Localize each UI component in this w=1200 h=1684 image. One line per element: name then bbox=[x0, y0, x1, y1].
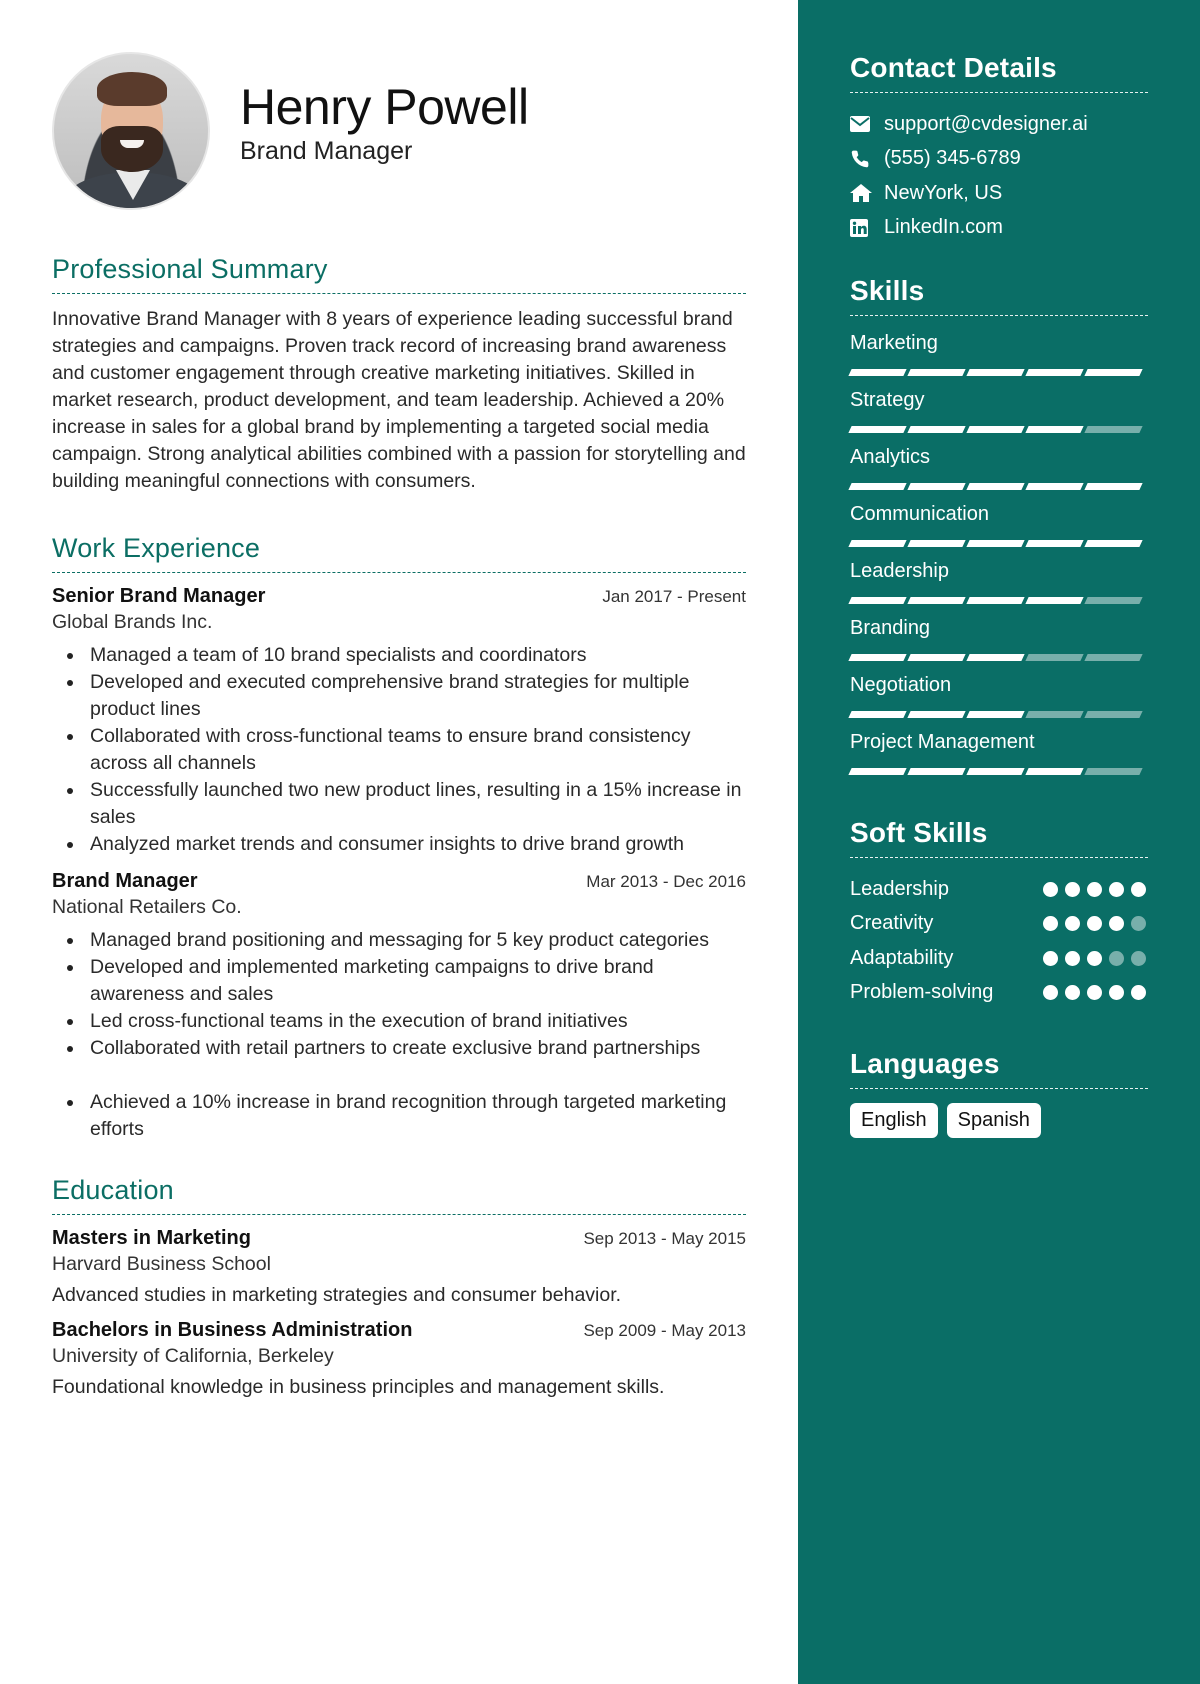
rating-dot-filled bbox=[1131, 985, 1146, 1000]
skill-segment-filled bbox=[966, 597, 1024, 604]
soft-skill-name: Creativity bbox=[850, 912, 934, 935]
skill-segment-empty bbox=[1084, 597, 1142, 604]
school-name: Harvard Business School bbox=[52, 1253, 271, 1275]
skill-segment-filled bbox=[907, 540, 965, 547]
skill-name: Analytics bbox=[850, 446, 931, 468]
degree-title: Masters in Marketing bbox=[52, 1227, 251, 1249]
summary-heading: Professional Summary bbox=[52, 254, 746, 294]
rating-dot-empty bbox=[1131, 951, 1146, 966]
experience-heading: Work Experience bbox=[52, 533, 746, 573]
skill-item bbox=[850, 330, 1148, 380]
job-entry bbox=[52, 585, 746, 858]
summary-text: Innovative Brand Manager with 8 years of experience leading successful brand strategies and campaigns. Proven track record of increasing brand awareness and customer engagement through creative marketing initiatives. Skilled in market research, product development, and team leadership. Achieved a 20% increase in sales for a global brand by implementing a targeted social media campaign. Strong analytical abilities combined with a passion for storytelling and building meaningful connections with consumers. bbox=[52, 308, 746, 492]
skill-item bbox=[850, 444, 1148, 494]
education-entry bbox=[52, 1227, 746, 1307]
job-bullet: Led cross-functional teams in the execution of brand initiatives bbox=[90, 1008, 746, 1035]
skill-name: Leadership bbox=[850, 560, 949, 582]
rating-dot-filled bbox=[1043, 951, 1058, 966]
candidate-name: Henry Powell bbox=[240, 79, 529, 135]
education-entry bbox=[52, 1319, 746, 1399]
skill-name: Marketing bbox=[850, 332, 938, 354]
education-header bbox=[52, 1319, 746, 1342]
job-bullet: Managed brand positioning and messaging for 5 key product categories bbox=[90, 927, 746, 954]
skill-name: Negotiation bbox=[850, 674, 952, 696]
skill-segment-empty bbox=[1025, 711, 1083, 718]
education-section bbox=[52, 1175, 746, 1399]
job-date: Mar 2013 - Dec 2016 bbox=[586, 872, 746, 891]
rating-dot-filled bbox=[1131, 882, 1146, 897]
skill-segment-filled bbox=[907, 597, 965, 604]
rating-dot-filled bbox=[1109, 985, 1124, 1000]
skill-name: Project Management bbox=[850, 731, 1035, 753]
language-list bbox=[850, 1103, 1148, 1138]
job-header bbox=[52, 870, 746, 893]
skill-segment-filled bbox=[848, 711, 906, 718]
skill-segment-filled bbox=[907, 369, 965, 376]
education-date: Sep 2009 - May 2013 bbox=[583, 1321, 746, 1340]
candidate-title: Brand Manager bbox=[240, 137, 413, 165]
skill-segment-filled bbox=[1025, 540, 1083, 547]
education-description: Advanced studies in marketing strategies and consumer behavior. bbox=[52, 1284, 622, 1306]
skill-segment-filled bbox=[1025, 369, 1083, 376]
soft-skill-rating bbox=[1043, 951, 1146, 966]
job-bullet: Collaborated with cross-functional teams to ensure brand consistency across all channels bbox=[90, 723, 746, 777]
skill-level-bar bbox=[850, 421, 1148, 437]
home-icon bbox=[850, 184, 884, 202]
job-bullet: Managed a team of 10 brand specialists and coordinators bbox=[90, 642, 746, 669]
sidebar-content bbox=[850, 0, 1148, 1138]
skill-item bbox=[850, 558, 1148, 608]
job-company: National Retailers Co. bbox=[52, 896, 242, 918]
skill-level-bar bbox=[850, 763, 1148, 779]
skill-segment-filled bbox=[966, 369, 1024, 376]
contact-email[interactable] bbox=[850, 107, 1148, 142]
skill-segment-filled bbox=[966, 768, 1024, 775]
skill-segment-filled bbox=[1025, 483, 1083, 490]
skill-segment-filled bbox=[848, 597, 906, 604]
job-bullet: Developed and executed comprehensive brand strategies for multiple product lines bbox=[90, 669, 746, 723]
skill-segment-filled bbox=[848, 369, 906, 376]
rating-dot-filled bbox=[1109, 916, 1124, 931]
skill-name: Strategy bbox=[850, 389, 925, 411]
job-entry bbox=[52, 870, 746, 1143]
skill-level-bar bbox=[850, 592, 1148, 608]
resume-header bbox=[52, 0, 746, 218]
soft-skill-name: Leadership bbox=[850, 877, 949, 900]
skills-list bbox=[850, 330, 1148, 779]
education-heading: Education bbox=[52, 1175, 746, 1215]
language-badge: English bbox=[850, 1103, 938, 1138]
soft-skill-item bbox=[850, 976, 1148, 1011]
school-name: University of California, Berkeley bbox=[52, 1345, 334, 1367]
skill-name: Communication bbox=[850, 503, 989, 525]
skill-segment-filled bbox=[907, 711, 965, 718]
rating-dot-filled bbox=[1065, 916, 1080, 931]
rating-dot-filled bbox=[1087, 985, 1102, 1000]
envelope-icon bbox=[850, 116, 884, 132]
job-bullet: Analyzed market trends and consumer insights to drive brand growth bbox=[90, 831, 746, 858]
skill-item bbox=[850, 387, 1148, 437]
phone-icon bbox=[850, 149, 884, 169]
skill-segment-filled bbox=[848, 540, 906, 547]
skill-segment-empty bbox=[1084, 426, 1142, 433]
skill-item bbox=[850, 672, 1148, 722]
rating-dot-filled bbox=[1065, 985, 1080, 1000]
job-company: Global Brands Inc. bbox=[52, 611, 213, 633]
rating-dot-filled bbox=[1065, 951, 1080, 966]
soft-skill-rating bbox=[1043, 882, 1146, 897]
contact-heading: Contact Details bbox=[850, 52, 1148, 93]
rating-dot-filled bbox=[1065, 882, 1080, 897]
main-column bbox=[52, 0, 746, 1411]
skill-segment-empty bbox=[1025, 654, 1083, 661]
skill-name: Branding bbox=[850, 617, 931, 639]
skill-segment-filled bbox=[1084, 483, 1142, 490]
skill-segment-filled bbox=[966, 711, 1024, 718]
soft-skill-name: Problem-solving bbox=[850, 981, 994, 1004]
job-date: Jan 2017 - Present bbox=[602, 587, 746, 606]
job-bullets bbox=[52, 642, 746, 858]
skill-segment-filled bbox=[848, 654, 906, 661]
soft-skill-name: Adaptability bbox=[850, 946, 954, 969]
skill-segment-filled bbox=[848, 483, 906, 490]
skill-level-bar bbox=[850, 364, 1148, 380]
skill-segment-filled bbox=[907, 426, 965, 433]
skill-segment-filled bbox=[1084, 540, 1142, 547]
sidebar bbox=[798, 0, 1200, 1684]
skill-item bbox=[850, 615, 1148, 665]
skill-segment-filled bbox=[907, 768, 965, 775]
skill-segment-filled bbox=[966, 483, 1024, 490]
skill-segment-filled bbox=[848, 768, 906, 775]
education-header bbox=[52, 1227, 746, 1250]
skill-segment-filled bbox=[1025, 597, 1083, 604]
rating-dot-empty bbox=[1109, 951, 1124, 966]
education-list bbox=[52, 1227, 746, 1399]
soft-skill-item bbox=[850, 941, 1148, 976]
rating-dot-filled bbox=[1043, 916, 1058, 931]
skill-segment-filled bbox=[966, 540, 1024, 547]
job-bullet: Collaborated with retail partners to create exclusive brand partnerships bbox=[90, 1035, 746, 1062]
email-text: support@cvdesigner.ai bbox=[884, 112, 1088, 135]
skill-segment-empty bbox=[1084, 654, 1142, 661]
job-bullet: Achieved a 10% increase in brand recognition through targeted marketing efforts bbox=[90, 1089, 746, 1143]
job-bullet: Successfully launched two new product lines, resulting in a 15% increase in sales bbox=[90, 777, 746, 831]
skills-section bbox=[850, 275, 1148, 779]
rating-dot-filled bbox=[1087, 882, 1102, 897]
profile-photo bbox=[52, 52, 210, 210]
summary-section bbox=[52, 254, 746, 495]
skill-segment-filled bbox=[907, 483, 965, 490]
contact-linkedin[interactable] bbox=[850, 211, 1148, 246]
location-text: NewYork, US bbox=[884, 181, 1003, 204]
experience-section bbox=[52, 533, 746, 1143]
skill-segment-filled bbox=[966, 654, 1024, 661]
job-bullets bbox=[52, 927, 746, 1143]
job-bullet: Developed and implemented marketing campaigns to drive brand awareness and sales bbox=[90, 954, 746, 1008]
skill-segment-empty bbox=[1084, 711, 1142, 718]
job-header bbox=[52, 585, 746, 608]
language-badge: Spanish bbox=[947, 1103, 1041, 1138]
soft-skill-item bbox=[850, 872, 1148, 907]
skill-item bbox=[850, 729, 1148, 779]
rating-dot-filled bbox=[1043, 882, 1058, 897]
skill-level-bar bbox=[850, 649, 1148, 665]
linkedin-text: LinkedIn.com bbox=[884, 216, 1003, 239]
skill-segment-empty bbox=[1084, 768, 1142, 775]
skill-segment-filled bbox=[966, 426, 1024, 433]
rating-dot-filled bbox=[1043, 985, 1058, 1000]
rating-dot-filled bbox=[1087, 916, 1102, 931]
soft-skills-section bbox=[850, 817, 1148, 1010]
languages-heading: Languages bbox=[850, 1048, 1148, 1089]
job-list bbox=[52, 585, 746, 1143]
linkedin-icon bbox=[850, 219, 884, 237]
rating-dot-filled bbox=[1109, 882, 1124, 897]
skill-level-bar bbox=[850, 478, 1148, 494]
rating-dot-empty bbox=[1131, 916, 1146, 931]
skill-level-bar bbox=[850, 706, 1148, 722]
job-title: Senior Brand Manager bbox=[52, 585, 266, 607]
education-date: Sep 2013 - May 2015 bbox=[583, 1229, 746, 1248]
skill-segment-filled bbox=[1084, 369, 1142, 376]
skill-segment-filled bbox=[1025, 768, 1083, 775]
job-title: Brand Manager bbox=[52, 870, 198, 892]
rating-dot-filled bbox=[1087, 951, 1102, 966]
soft-skill-item bbox=[850, 907, 1148, 942]
education-description: Foundational knowledge in business principles and management skills. bbox=[52, 1376, 665, 1398]
soft-skills-heading: Soft Skills bbox=[850, 817, 1148, 858]
degree-title: Bachelors in Business Administration bbox=[52, 1319, 413, 1341]
skill-segment-filled bbox=[848, 426, 906, 433]
contact-phone[interactable] bbox=[850, 142, 1148, 177]
languages-section bbox=[850, 1048, 1148, 1138]
soft-skill-rating bbox=[1043, 916, 1146, 931]
contact-section bbox=[850, 52, 1148, 245]
skill-segment-filled bbox=[907, 654, 965, 661]
contact-location bbox=[850, 176, 1148, 211]
skills-heading: Skills bbox=[850, 275, 1148, 316]
skill-item bbox=[850, 501, 1148, 551]
soft-skills-list bbox=[850, 872, 1148, 1010]
skill-level-bar bbox=[850, 535, 1148, 551]
skill-segment-filled bbox=[1025, 426, 1083, 433]
phone-text: (555) 345-6789 bbox=[884, 147, 1021, 170]
soft-skill-rating bbox=[1043, 985, 1146, 1000]
